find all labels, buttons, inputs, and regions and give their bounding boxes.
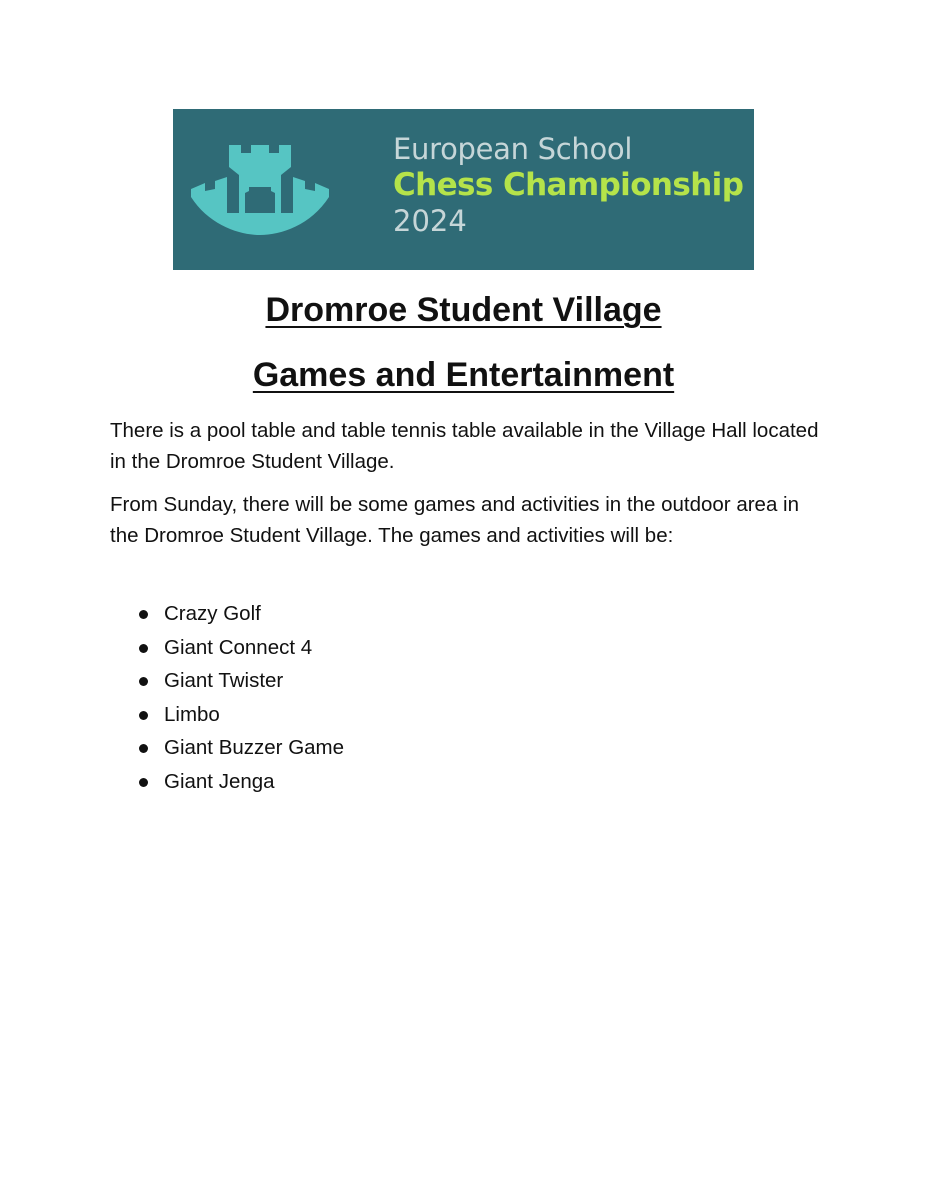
list-item-label: Giant Twister <box>164 669 284 693</box>
page-title: Dromroe Student Village <box>265 291 662 329</box>
bullet-icon <box>139 610 148 619</box>
banner-line-european-school: European School <box>393 132 633 166</box>
list-item <box>110 731 344 765</box>
championship-banner <box>173 109 754 270</box>
bullet-icon <box>139 778 148 787</box>
bullet-icon <box>139 644 148 653</box>
banner-title-block <box>393 132 744 238</box>
activities-list <box>110 597 344 799</box>
banner-line-chess-championship: Chess Championship <box>393 167 744 203</box>
list-item <box>110 631 344 665</box>
list-item-label: Giant Buzzer Game <box>164 736 345 760</box>
paragraph-pool-table: There is a pool table and table tennis table available in the Village Hall located in the Dromroe Student Village. <box>110 419 819 473</box>
list-item <box>110 765 344 799</box>
bullet-icon <box>139 711 148 720</box>
bullet-icon <box>139 744 148 753</box>
list-item <box>110 698 344 732</box>
list-item-label: Crazy Golf <box>164 602 261 625</box>
list-item-label: Giant Jenga <box>164 769 275 793</box>
list-item <box>110 597 344 631</box>
bullet-icon <box>139 677 148 686</box>
section-heading: Games and Entertainment <box>252 356 675 394</box>
chess-rook-castle-icon <box>189 137 331 237</box>
banner-line-year: 2024 <box>393 204 467 238</box>
list-item-label: Giant Connect 4 <box>164 635 313 659</box>
paragraph-outdoor-games: From Sunday, there will be some games and activities in the outdoor area in the Dromroe Student Village. The games and activities will be: <box>110 493 800 547</box>
list-item-label: Limbo <box>164 702 220 726</box>
list-item <box>110 664 344 698</box>
